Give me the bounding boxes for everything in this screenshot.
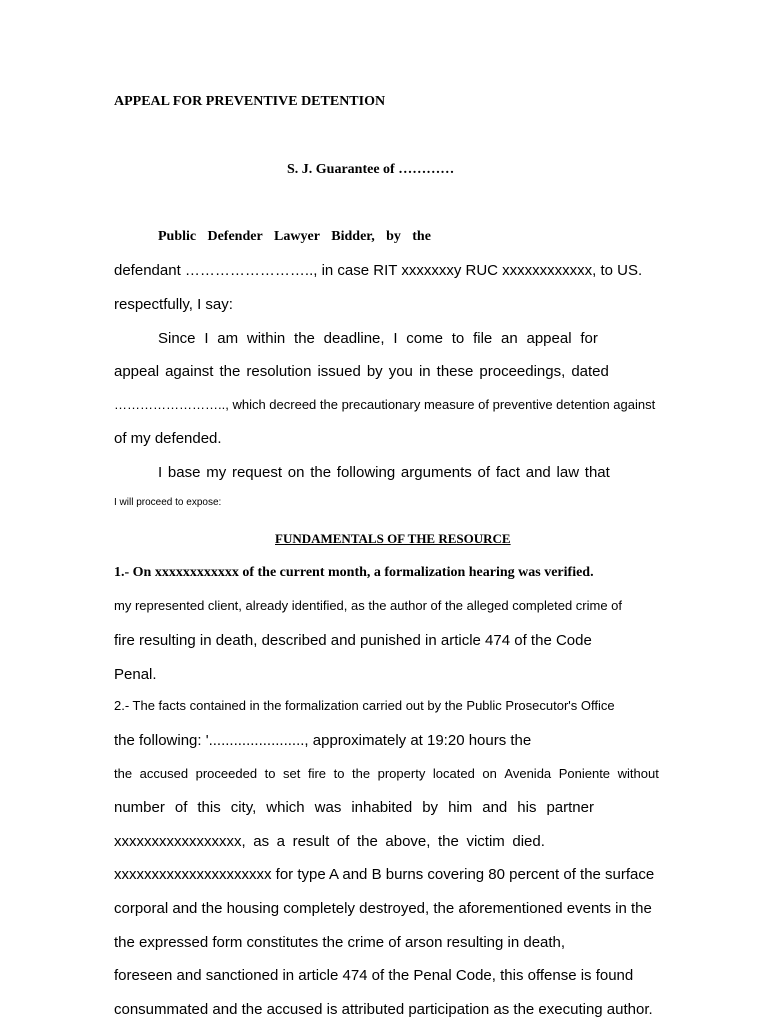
word: these	[436, 363, 474, 380]
word: set	[283, 766, 301, 781]
word: the	[310, 464, 332, 481]
word: him	[448, 799, 473, 816]
word: a	[276, 833, 286, 850]
word: Bidder,	[331, 229, 375, 244]
word: Lawyer	[274, 229, 320, 244]
word: the	[351, 766, 371, 781]
word: by	[366, 363, 383, 380]
word: proceeded	[195, 766, 258, 781]
word: located	[432, 766, 475, 781]
word: an	[501, 330, 518, 347]
expose-line: I will proceed to expose:	[114, 497, 222, 508]
word: Avenida	[504, 766, 552, 781]
word: without	[617, 766, 659, 781]
word: the	[294, 330, 315, 347]
word: by	[386, 229, 401, 244]
word: the	[114, 766, 133, 781]
word: and	[525, 464, 551, 481]
word: Since	[158, 330, 196, 347]
word: to	[264, 766, 276, 781]
word: which	[266, 799, 305, 816]
word: you	[388, 363, 413, 380]
word: this	[197, 799, 221, 816]
word: died.	[512, 833, 545, 850]
defended-line: of my defended.	[114, 430, 222, 447]
word: the	[219, 363, 241, 380]
word: as	[253, 833, 270, 850]
point-1-heading: 1.- On xxxxxxxxxxxx of the current month, a formalization hearing was verified.	[114, 565, 594, 580]
word: to	[333, 766, 345, 781]
court-heading: S. J. Guarantee of …………	[287, 162, 455, 177]
word: Public	[158, 229, 197, 244]
following-line: the following: '......................., approximately at 19:20 hours the	[114, 732, 532, 749]
word: xxxxxxxxxxxxxxxxx,	[114, 833, 246, 850]
word: request	[231, 464, 282, 481]
word: deadline,	[323, 330, 385, 347]
word: following	[336, 464, 396, 481]
word: fire	[307, 766, 327, 781]
word: I	[393, 330, 398, 347]
word: against	[165, 363, 214, 380]
word: that	[584, 464, 610, 481]
word: I	[204, 330, 209, 347]
accused-line	[114, 767, 659, 780]
word: Defender	[207, 229, 263, 244]
word: partner	[546, 799, 594, 816]
word: result	[292, 833, 330, 850]
number-line	[114, 800, 594, 815]
decree-line: …………………….., which decreed the precautionary measure of preventive detention against	[114, 397, 656, 412]
point-2-line: 2.- The facts contained in the formalization carried out by the Public Prosecutor's Office	[114, 698, 615, 713]
word: file	[473, 330, 493, 347]
word: the	[438, 833, 459, 850]
penal-line: Penal.	[114, 666, 157, 683]
expressed-line: the expressed form constitutes the crime of arson resulting in death,	[114, 934, 566, 951]
word: the	[356, 833, 378, 850]
appeal-line	[114, 364, 609, 379]
word: was	[314, 799, 342, 816]
word: arguments	[400, 464, 472, 481]
word: my	[206, 464, 227, 481]
burns-line: xxxxxxxxxxxxxxxxxxxxx for type A and B burns covering 80 percent of the surface	[114, 866, 655, 883]
defendant-line: defendant …………………….., in case RIT xxxxxxxy RUC xxxxxxxxxxxx, to US.	[114, 262, 643, 279]
word: property	[377, 766, 426, 781]
word: city,	[230, 799, 257, 816]
document-title: APPEAL FOR PREVENTIVE DETENTION	[114, 94, 386, 109]
corporal-line: corporal and the housing completely destroyed, the aforementioned events in the	[114, 900, 652, 917]
word: issued	[317, 363, 361, 380]
word: and	[482, 799, 508, 816]
bidder-line	[158, 230, 431, 244]
word: of	[477, 464, 491, 481]
word: on	[287, 464, 305, 481]
fire-line: fire resulting in death, described and punished in article 474 of the Code	[114, 632, 592, 649]
word: law	[556, 464, 580, 481]
word: come	[406, 330, 443, 347]
word: the	[412, 229, 431, 244]
word: his	[517, 799, 537, 816]
consummated-line: consummated and the accused is attributed participation as the executing author.	[114, 1001, 653, 1018]
word: to	[451, 330, 465, 347]
client-line: my represented client, already identified, as the author of the alleged completed crime of	[114, 598, 623, 613]
word: proceedings,	[479, 363, 566, 380]
word: appeal	[526, 330, 572, 347]
word: accused	[139, 766, 189, 781]
base-line	[158, 465, 610, 480]
word: base	[167, 464, 201, 481]
victim-line	[114, 834, 545, 849]
word: by	[422, 799, 439, 816]
word: above,	[385, 833, 431, 850]
deadline-line	[158, 331, 598, 346]
section-heading: FUNDAMENTALS OF THE RESOURCE	[275, 531, 511, 546]
word: on	[482, 766, 497, 781]
foreseen-line: foreseen and sanctioned in article 474 of the Penal Code, this offense is found	[114, 967, 634, 984]
word: in	[418, 363, 431, 380]
word: of	[336, 833, 350, 850]
word: for	[580, 330, 598, 347]
word: I	[158, 464, 163, 481]
word: victim	[466, 833, 505, 850]
respect-line: respectfully, I say:	[114, 296, 233, 313]
word: of	[174, 799, 188, 816]
word: inhabited	[351, 799, 413, 816]
word: fact	[495, 464, 520, 481]
word: resolution	[246, 363, 312, 380]
word: number	[114, 799, 165, 816]
word: appeal	[114, 363, 160, 380]
word: am	[217, 330, 239, 347]
word: dated	[571, 363, 609, 380]
word: within	[246, 330, 286, 347]
word: Poniente	[558, 766, 611, 781]
